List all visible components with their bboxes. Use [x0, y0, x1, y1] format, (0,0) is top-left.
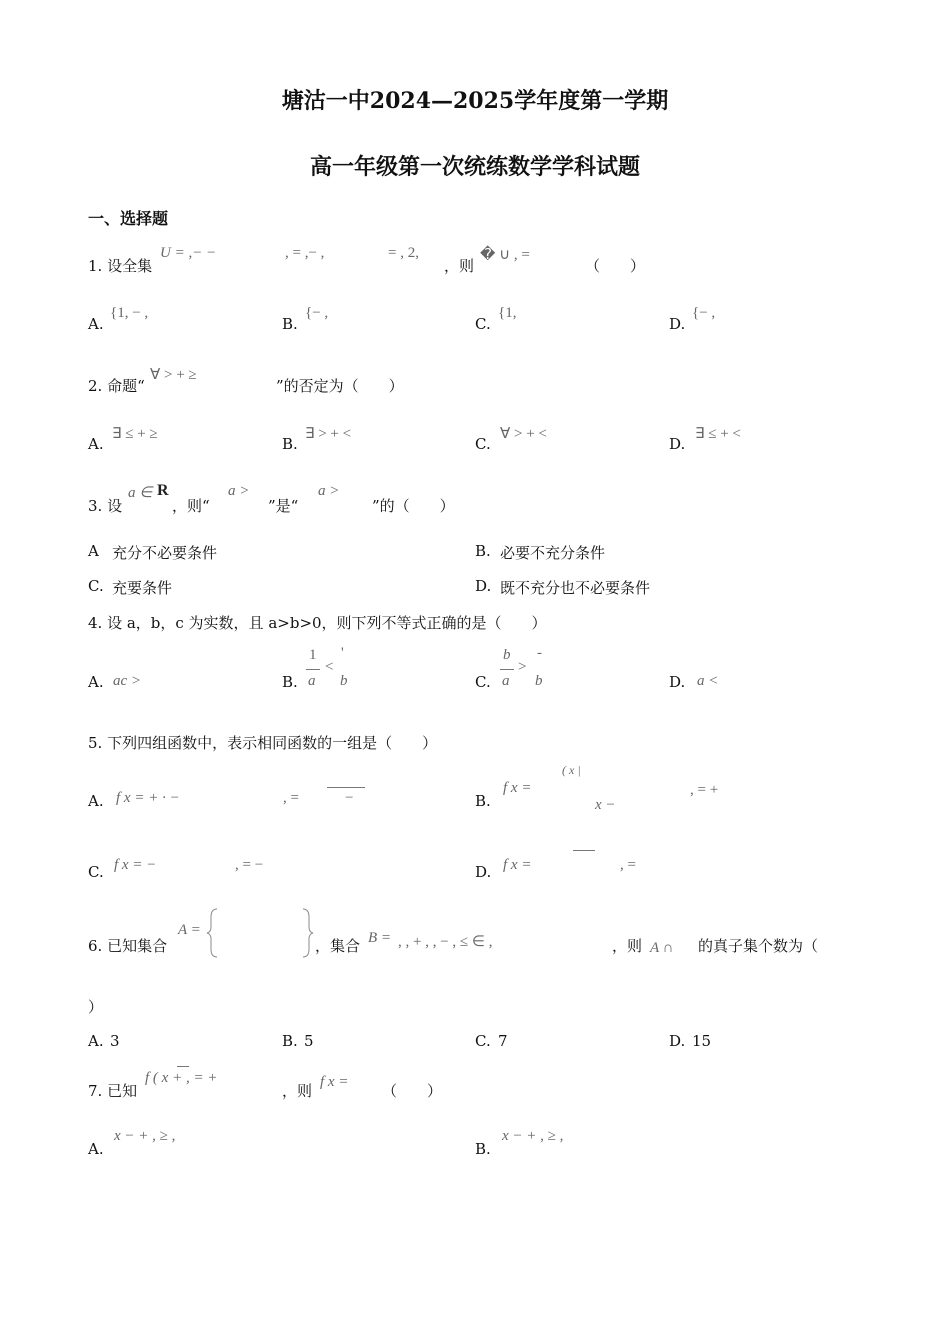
- question-4-option-c-right-numerator: -: [537, 645, 542, 661]
- question-5-option-b-math-g: , = +: [690, 782, 719, 798]
- question-6-option-d-label[interactable]: D.: [669, 1032, 686, 1050]
- question-2-option-a-label[interactable]: A.: [88, 435, 104, 453]
- question-5-option-c-label[interactable]: C.: [88, 863, 104, 881]
- question-2-option-b-math: ∃ > + <: [305, 426, 352, 442]
- question-6-option-b-label[interactable]: B.: [282, 1032, 298, 1050]
- question-6-math-set-b-condition: , , + , , − , ≤ ∈ ,: [398, 934, 493, 950]
- question-3-option-b-label[interactable]: B.: [475, 542, 491, 560]
- question-5-option-d-radical-bar: [573, 850, 595, 851]
- question-6-math-set-a: A =: [178, 922, 201, 938]
- question-2-option-d-label[interactable]: D.: [669, 435, 686, 453]
- question-1-option-d-label[interactable]: D.: [669, 315, 686, 333]
- question-3-option-c-label[interactable]: C.: [88, 577, 104, 595]
- question-7-option-b-math: x − + , ≥ ,: [502, 1128, 564, 1144]
- question-6-text-3: 的真子集个数为（: [698, 937, 819, 955]
- question-7-text-1: ，则: [282, 1082, 313, 1100]
- question-4-option-d-math: a <: [697, 673, 719, 689]
- question-3-text-1: ，则“: [172, 497, 210, 515]
- question-4-option-b-right-numerator: ': [341, 645, 344, 661]
- question-1-paren: （ ）: [585, 257, 646, 275]
- question-1-option-d-math: {− ,: [692, 305, 716, 321]
- question-1-math-set-b: = , 2,: [388, 245, 419, 261]
- question-5-option-c-math-f: f x = −: [114, 857, 157, 873]
- question-4-option-a-label[interactable]: A.: [88, 673, 104, 691]
- question-6-option-c-label[interactable]: C.: [475, 1032, 491, 1050]
- question-6-option-a-label[interactable]: A.: [88, 1032, 104, 1050]
- question-7-radical-bar: [177, 1066, 189, 1067]
- question-1-math-expression: � ∪ , =: [480, 247, 530, 263]
- question-3-option-a-label[interactable]: A: [88, 542, 99, 560]
- question-4-option-b-relation: <: [325, 659, 334, 675]
- question-2-option-c-label[interactable]: C.: [475, 435, 491, 453]
- question-2-option-c-math: ∀ > + <: [500, 426, 547, 442]
- question-4-option-b-fraction-bar: [306, 669, 320, 670]
- question-6-option-b-text: 5: [304, 1032, 314, 1050]
- question-3-math-condition-1: a >: [228, 483, 250, 499]
- question-1-then: ，则: [444, 257, 475, 275]
- question-4-option-d-label[interactable]: D.: [669, 673, 686, 691]
- question-5-option-a-label[interactable]: A.: [88, 792, 104, 810]
- question-2-option-a-math: ∃ ≤ + ≥: [112, 426, 158, 442]
- question-4-option-c-denominator: a: [502, 673, 510, 689]
- question-2-option-b-label[interactable]: B.: [282, 435, 298, 453]
- question-7-option-a-math: x − + , ≥ ,: [114, 1128, 176, 1144]
- question-6-math-intersection: A ∩: [650, 940, 674, 956]
- question-6-stem-prefix: 6. 已知集合: [88, 937, 168, 955]
- question-1-option-b-math: {− ,: [305, 305, 329, 321]
- question-1-option-c-label[interactable]: C.: [475, 315, 491, 333]
- title-line-2: 高一年级第一次统练数学学科试题: [309, 154, 640, 180]
- question-4-option-b-right-denominator: b: [340, 673, 348, 689]
- question-6-math-set-b: B =: [368, 930, 392, 946]
- question-6-set-a-braces: [205, 907, 325, 959]
- question-5-option-a-math-f: f x = + · −: [116, 790, 180, 806]
- question-5-option-a-math-radicand: −: [345, 790, 354, 806]
- question-4-option-b-label[interactable]: B.: [282, 673, 298, 691]
- question-3-option-d-label[interactable]: D.: [475, 577, 492, 595]
- question-7-option-b-label[interactable]: B.: [475, 1140, 491, 1158]
- question-6-option-c-text: 7: [498, 1032, 508, 1050]
- question-5-option-b-math-numerator: ( x |: [562, 763, 581, 777]
- question-5-option-d-math-g: , =: [620, 857, 636, 873]
- question-3-option-c-text: 充要条件: [112, 579, 173, 597]
- question-7-option-a-label[interactable]: A.: [88, 1140, 104, 1158]
- section-heading-choice: 一、选择题: [88, 209, 169, 228]
- question-7-math-given: f ( x + , = +: [145, 1070, 218, 1086]
- question-6-text-1: ，集合: [315, 937, 361, 955]
- question-2-stem-prefix: 2. 命题“: [88, 377, 145, 395]
- question-2-option-d-math: ∃ ≤ + <: [695, 426, 741, 442]
- question-5-option-b-math-f: f x =: [503, 780, 532, 796]
- question-5-option-b-label[interactable]: B.: [475, 792, 491, 810]
- question-3-math-reals: R: [157, 482, 169, 499]
- question-6-option-d-text: 15: [692, 1032, 712, 1050]
- question-3-option-d-text: 既不充分也不必要条件: [500, 579, 651, 597]
- question-1-option-c-math: {1,: [498, 305, 517, 321]
- question-4-option-b-denominator: a: [308, 673, 316, 689]
- question-3-stem-prefix: 3. 设: [88, 497, 123, 515]
- question-5-option-b-math-denominator: x −: [595, 797, 616, 813]
- question-7-paren: （ ）: [382, 1082, 443, 1100]
- question-1-math-universal-set: U = ,− −: [160, 245, 217, 261]
- question-3-text-2: ”是“: [268, 497, 299, 515]
- question-4-option-b-numerator: 1: [309, 647, 317, 663]
- question-1-math-set-a: , = ,− ,: [285, 245, 325, 261]
- question-1-option-a-label[interactable]: A.: [88, 315, 104, 333]
- question-4-option-c-relation: >: [518, 659, 527, 675]
- question-5-stem: 5. 下列四组函数中，表示相同函数的一组是（ ）: [88, 734, 438, 752]
- question-2-math-proposition: ∀ > + ≥: [150, 367, 197, 383]
- question-1-option-b-label[interactable]: B.: [282, 315, 298, 333]
- question-6-option-a-text: 3: [110, 1032, 120, 1050]
- question-3-math-a-in: a ∈: [128, 485, 153, 501]
- question-7-math-target: f x =: [320, 1074, 349, 1090]
- question-5-option-c-math-g: , = −: [235, 857, 264, 873]
- question-1-stem: 1. 设全集: [88, 257, 153, 275]
- question-7-stem-prefix: 7. 已知: [88, 1082, 138, 1100]
- question-3-option-a-text: 充分不必要条件: [112, 544, 218, 562]
- question-4-stem: 4. 设 a，b，c 为实数，且 a>b>0，则下列不等式正确的是（ ）: [88, 614, 547, 632]
- question-4-option-c-label[interactable]: C.: [475, 673, 491, 691]
- question-3-text-3: ”的（ ）: [372, 497, 455, 515]
- question-5-option-d-label[interactable]: D.: [475, 863, 492, 881]
- question-4-option-c-fraction-bar: [500, 669, 514, 670]
- question-4-option-c-right-denominator: b: [535, 673, 543, 689]
- question-2-stem-suffix: ”的否定为（ ）: [276, 377, 404, 395]
- question-6-text-2: ，则: [612, 937, 643, 955]
- question-4-option-a-math: ac >: [113, 673, 142, 689]
- question-1-option-a-math: {1, − ,: [110, 305, 149, 321]
- question-5-option-d-math-f: f x =: [503, 857, 532, 873]
- question-5-option-a-radical-bar: [327, 787, 365, 788]
- question-3-option-b-text: 必要不充分条件: [500, 544, 606, 562]
- question-6-text-4: ）: [88, 998, 104, 1016]
- question-4-option-c-numerator: b: [503, 647, 511, 663]
- title-line-1: 塘沽一中2024—2025学年度第一学期: [281, 88, 669, 114]
- question-5-option-a-math-g: , =: [283, 790, 299, 806]
- question-3-math-condition-2: a >: [318, 483, 340, 499]
